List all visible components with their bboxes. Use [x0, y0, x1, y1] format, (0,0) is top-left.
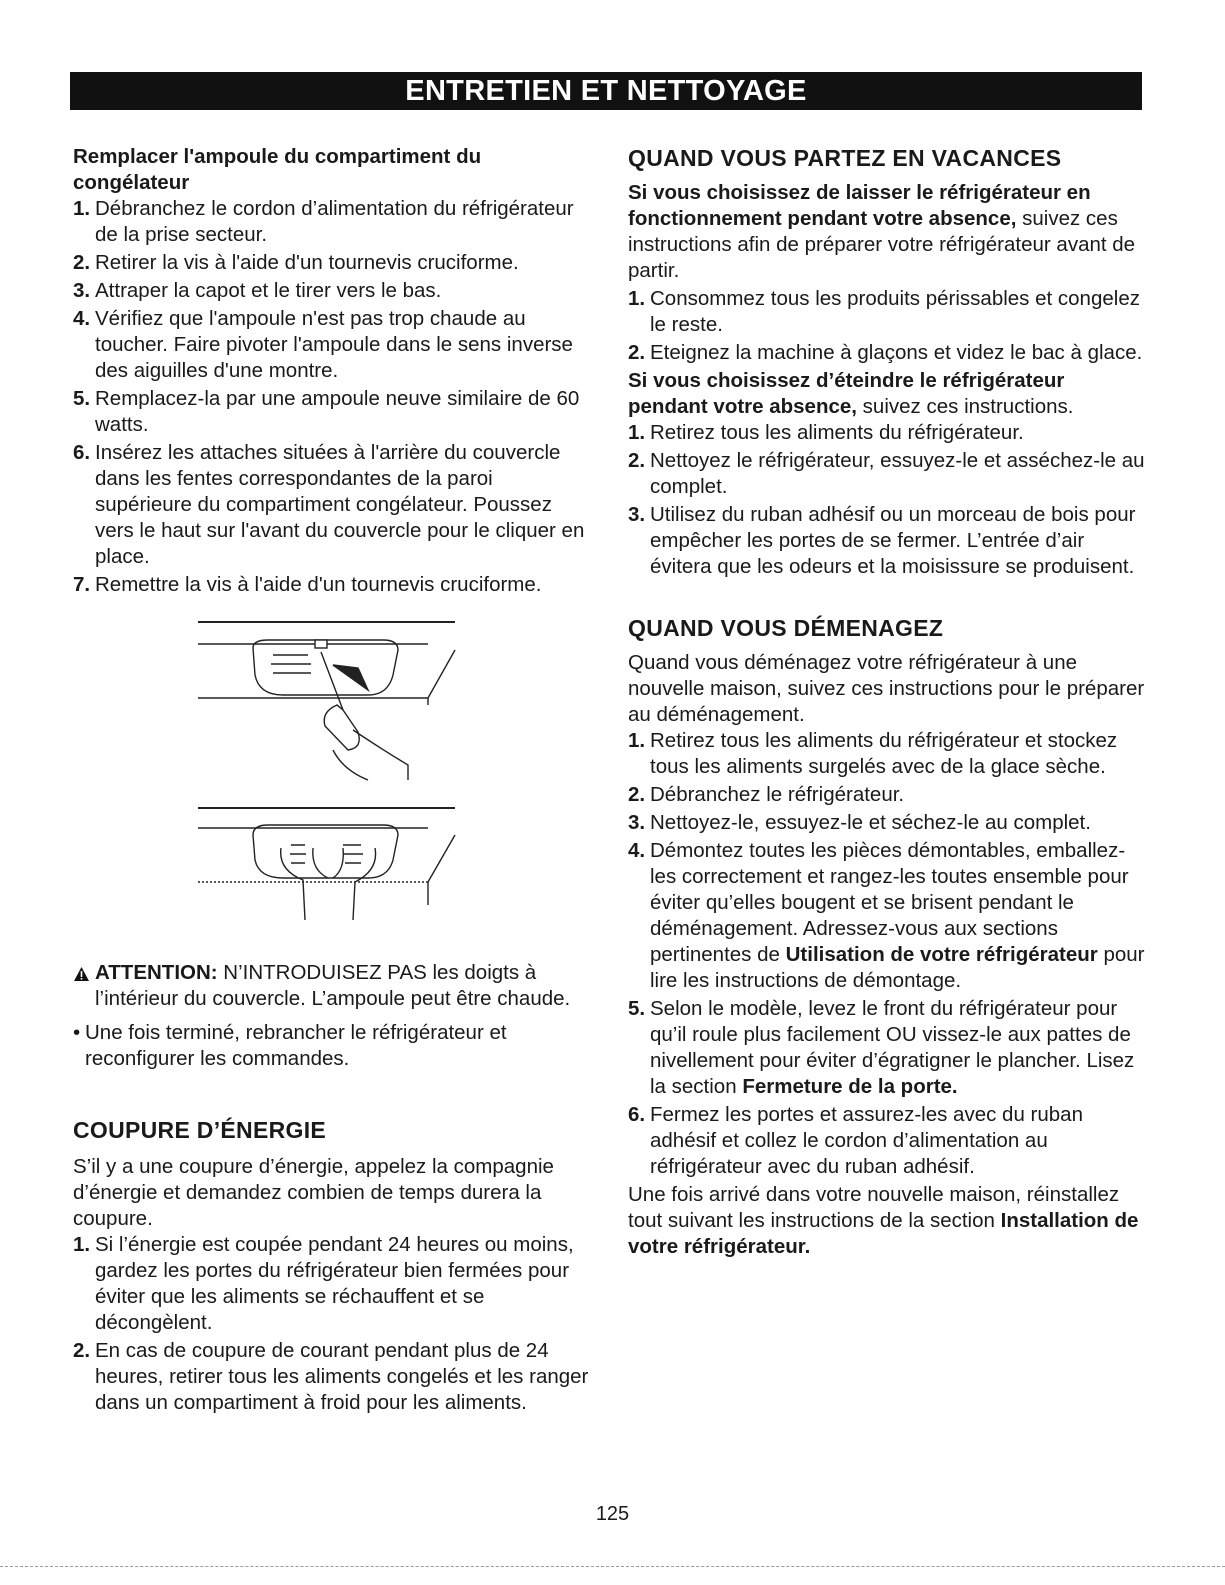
- attention-label: ATTENTION:: [95, 961, 218, 984]
- moving-outro-text: Une fois arrivé dans votre nouvelle maison, réinstallez tout suivant les instructions de la section: [628, 1183, 1120, 1232]
- bulb-replacement-illustration: [193, 620, 493, 950]
- bottom-divider: [0, 1566, 1225, 1567]
- step-text: Si l’énergie est coupée pendant 24 heures ou moins, gardez les portes du réfrigérateur bien fermées pour éviter que les aliments se réchauffent et se décongèlent.: [95, 1233, 574, 1334]
- step-text: Retirez tous les aliments du réfrigérateur.: [650, 421, 1024, 444]
- list-item: [628, 502, 1148, 580]
- step-text: Remplacez-la par une ampoule neuve similaire de 60 watts.: [95, 387, 580, 436]
- moving-steps-list: [628, 728, 1148, 1180]
- moving-step-text: Retirez tous les aliments du réfrigérateur et stockez tous les aliments surgelés avec de la glace sèche.: [650, 729, 1118, 778]
- list-item: [73, 1338, 593, 1416]
- list-item: [73, 440, 593, 570]
- step-text: Vérifiez que l'ampoule n'est pas trop chaude au toucher. Faire pivoter l'ampoule dans le sens inverse des aiguilles d'une montre.: [95, 307, 573, 382]
- vacation-heading: QUAND VOUS PARTEZ EN VACANCES: [628, 145, 1062, 171]
- step-number: 1.: [628, 421, 646, 444]
- list-item: [628, 448, 1148, 500]
- moving-outro: [628, 1182, 1148, 1260]
- moving-step-ref: Fermeture de la porte.: [742, 1075, 958, 1098]
- step-number: 2.: [73, 1339, 91, 1362]
- vacation-off-bold: Si vous choisissez d’éteindre le réfrigérateur pendant votre absence,: [628, 369, 1065, 418]
- step-number: 1.: [73, 197, 91, 220]
- list-item: 1. Retirez tous les aliments du réfrigérateur et stockez tous les aliments surgelés avec de la glace sèche.: [628, 729, 1118, 778]
- step-number: 5.: [73, 387, 91, 410]
- vacation-off-intro: [628, 368, 1148, 420]
- bullet-mark: •: [73, 1021, 81, 1044]
- moving-step-text: pour lire les instructions de démontage.: [650, 943, 1145, 992]
- vacation-on-bold: Si vous choisissez de laisser le réfrigérateur en fonctionnement pendant votre absence,: [628, 181, 1091, 230]
- right-column: [628, 144, 1148, 1260]
- power-outage-steps-list: [73, 1232, 593, 1416]
- step-number: 1.: [628, 287, 646, 310]
- list-item: [628, 286, 1148, 338]
- section-banner: ENTRETIEN ET NETTOYAGE: [70, 72, 1142, 110]
- moving-heading: QUAND VOUS DÉMENAGEZ: [628, 615, 944, 641]
- list-item: [73, 1232, 593, 1336]
- list-item: 2. Débranchez le réfrigérateur.: [628, 783, 905, 806]
- step-text: Attraper la capot et le tirer vers le bas.: [95, 279, 442, 302]
- list-item: [628, 420, 1148, 446]
- list-item: [73, 250, 593, 276]
- illustration-svg: [193, 620, 493, 950]
- step-number: 2.: [628, 341, 646, 364]
- vacation-on-text: suivez ces instructions afin de préparer votre réfrigérateur avant de partir.: [628, 207, 1136, 282]
- list-item: [73, 196, 593, 248]
- vacation-off-text: suivez ces instructions.: [856, 395, 1074, 418]
- finish-note-text: Une fois terminé, rebrancher le réfrigérateur et reconfigurer les commandes.: [85, 1021, 507, 1070]
- warning-triangle-icon: [73, 963, 90, 989]
- moving-step-ref: Utilisation de votre réfrigérateur: [785, 943, 1098, 966]
- moving-step-text: Fermez les portes et assurez-les avec du ruban adhésif et collez le cordon d’alimentation au réfrigérateur avec du ruban adhésif.: [650, 1103, 1083, 1178]
- list-item: [73, 386, 593, 438]
- power-outage-intro: S’il y a une coupure d’énergie, appelez la compagnie d’énergie et demandez combien de temps durera la coupure.: [73, 1155, 554, 1230]
- list-item: 3. Nettoyez-le, essuyez-le et séchez-le au complet.: [628, 811, 1091, 834]
- list-item: 4. Démontez toutes les pièces démontables, emballez-les correctement et rangez-les toutes ensemble pour éviter qu’elles bougent et se brisent pendant le déménagement. Adressez-vous aux sections pertinentes de Utilisation de votre réfrigérateur pour lire les instructions de démontage.: [628, 839, 1145, 992]
- step-text: Débranchez le cordon d’alimentation du réfrigérateur de la prise secteur.: [95, 197, 574, 246]
- vacation-on-intro: [628, 180, 1148, 284]
- list-item: [73, 278, 593, 304]
- attention-note: [73, 960, 593, 1012]
- list-item: [628, 340, 1148, 366]
- step-number: 4.: [73, 307, 91, 330]
- moving-outro-ref: Installation de votre réfrigérateur.: [628, 1209, 1139, 1258]
- step-text: Remettre la vis à l'aide d'un tournevis cruciforme.: [95, 573, 542, 596]
- step-text: Utilisez du ruban adhésif ou un morceau de bois pour empêcher les portes de se fermer. L’entrée d’air évitera que les odeurs et la moisissure se produisent.: [650, 503, 1136, 578]
- moving-intro: Quand vous déménagez votre réfrigérateur à une nouvelle maison, suivez ces instructions pour le préparer au déménagement.: [628, 651, 1145, 726]
- page-number: 125: [595, 1503, 630, 1525]
- finish-note: [73, 1020, 593, 1072]
- power-outage-heading: COUPURE D’ÉNERGIE: [73, 1117, 327, 1143]
- list-item: 6. Fermez les portes et assurez-les avec du ruban adhésif et collez le cordon d’alimentation au réfrigérateur avec du ruban adhésif.: [628, 1103, 1083, 1178]
- step-number: 6.: [73, 441, 91, 464]
- step-text: Retirer la vis à l'aide d'un tournevis cruciforme.: [95, 251, 519, 274]
- step-text: Nettoyez le réfrigérateur, essuyez-le et asséchez-le au complet.: [650, 449, 1145, 498]
- moving-step-text: Débranchez le réfrigérateur.: [650, 783, 905, 806]
- step-text: Insérez les attaches situées à l'arrière du couvercle dans les fentes correspondantes de la paroi supérieure du compartiment congélateur. Poussez vers le haut sur l'avant du couvercle pour le cliquer en place.: [95, 441, 585, 568]
- moving-step-text: Selon le modèle, levez le front du réfrigérateur pour qu’il roule plus facilement OU vissez-le aux pattes de nivellement pour éviter d’égratigner le plancher. Lisez la section: [650, 997, 1135, 1098]
- bulb-heading: Remplacer l'ampoule du compartiment du congélateur: [73, 145, 482, 194]
- step-text: Eteignez la machine à glaçons et videz le bac à glace.: [650, 341, 1143, 364]
- attention-text: N’INTRODUISEZ PAS les doigts à l’intérieur du couvercle. L’ampoule peut être chaude.: [95, 961, 571, 1010]
- vacation-off-steps-list: [628, 420, 1148, 580]
- list-item: [73, 572, 593, 598]
- step-number: 2.: [73, 251, 91, 274]
- left-column: [73, 144, 593, 1418]
- moving-step-text: Nettoyez-le, essuyez-le et séchez-le au complet.: [650, 811, 1091, 834]
- bulb-steps-list: [73, 196, 593, 598]
- step-number: 7.: [73, 573, 91, 596]
- step-text: En cas de coupure de courant pendant plus de 24 heures, retirer tous les aliments congelés et les ranger dans un compartiment à froid pour les aliments.: [95, 1339, 589, 1414]
- vacation-on-steps-list: [628, 286, 1148, 366]
- list-item: 5. Selon le modèle, levez le front du réfrigérateur pour qu’il roule plus facilement OU vissez-le aux pattes de nivellement pour éviter d’égratigner le plancher. Lisez la section Fermeture de la porte.: [628, 997, 1135, 1098]
- moving-step-text: Démontez toutes les pièces démontables, emballez-les correctement et rangez-les toutes ensemble pour éviter qu’elles bougent et se brisent pendant le déménagement. Adressez-vous aux sections pertinentes de: [650, 839, 1129, 966]
- step-number: 3.: [628, 503, 646, 526]
- step-number: 1.: [73, 1233, 91, 1256]
- step-text: Consommez tous les produits périssables et congelez le reste.: [650, 287, 1140, 336]
- step-number: 3.: [73, 279, 91, 302]
- step-number: 2.: [628, 449, 646, 472]
- list-item: [73, 306, 593, 384]
